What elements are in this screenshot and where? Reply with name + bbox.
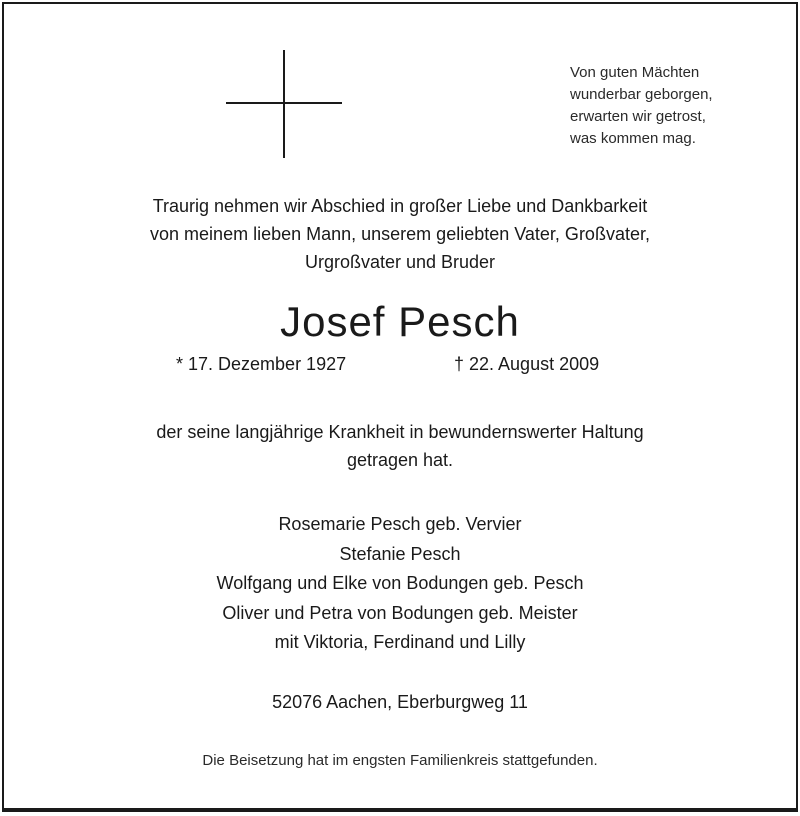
mourners-list <box>4 510 796 658</box>
deceased-name-text: Josef Pesch <box>280 298 520 345</box>
motto-line: wunderbar geborgen, <box>570 86 713 103</box>
deceased-name <box>4 296 796 348</box>
cross-icon <box>226 50 342 158</box>
death-date: † 22. August 2009 <box>454 354 600 374</box>
intro-line: Urgroßvater und Bruder <box>304 252 496 272</box>
address-text: 52076 Aachen, Eberburgweg 11 <box>272 692 528 712</box>
cross-horizontal-bar <box>226 102 342 104</box>
burial-note-text: Die Beisetzung hat im engsten Familienkreis stattgefunden. <box>202 752 598 769</box>
address <box>4 688 796 716</box>
illness-line: der seine langjährige Krankheit in bewundernswerter Haltung <box>156 422 644 442</box>
motto-verse <box>570 62 770 150</box>
intro-line: von meinem lieben Mann, unserem geliebten Vater, Großvater, <box>150 224 650 244</box>
motto-line: Von guten Mächten <box>570 64 700 81</box>
illness-text <box>4 418 796 474</box>
motto-line: was kommen mag. <box>570 130 696 147</box>
illness-line: getragen hat. <box>346 450 454 470</box>
intro-text <box>4 192 796 276</box>
obituary-notice <box>2 2 798 812</box>
mourner-line: Oliver und Petra von Bodungen geb. Meister <box>222 602 578 623</box>
motto-line: erwarten wir getrost, <box>570 108 706 125</box>
burial-note <box>4 750 796 772</box>
birth-date: * 17. Dezember 1927 <box>176 354 347 374</box>
cross-vertical-bar <box>283 50 285 158</box>
mourner-line: Stefanie Pesch <box>339 543 461 564</box>
intro-line: Traurig nehmen wir Abschied in großer Liebe und Dankbarkeit <box>152 196 648 216</box>
mourner-line: mit Viktoria, Ferdinand und Lilly <box>274 632 526 652</box>
mourner-line: Wolfgang und Elke von Bodungen geb. Pesch <box>216 573 584 593</box>
mourner-line: Rosemarie Pesch geb. Vervier <box>278 514 522 534</box>
